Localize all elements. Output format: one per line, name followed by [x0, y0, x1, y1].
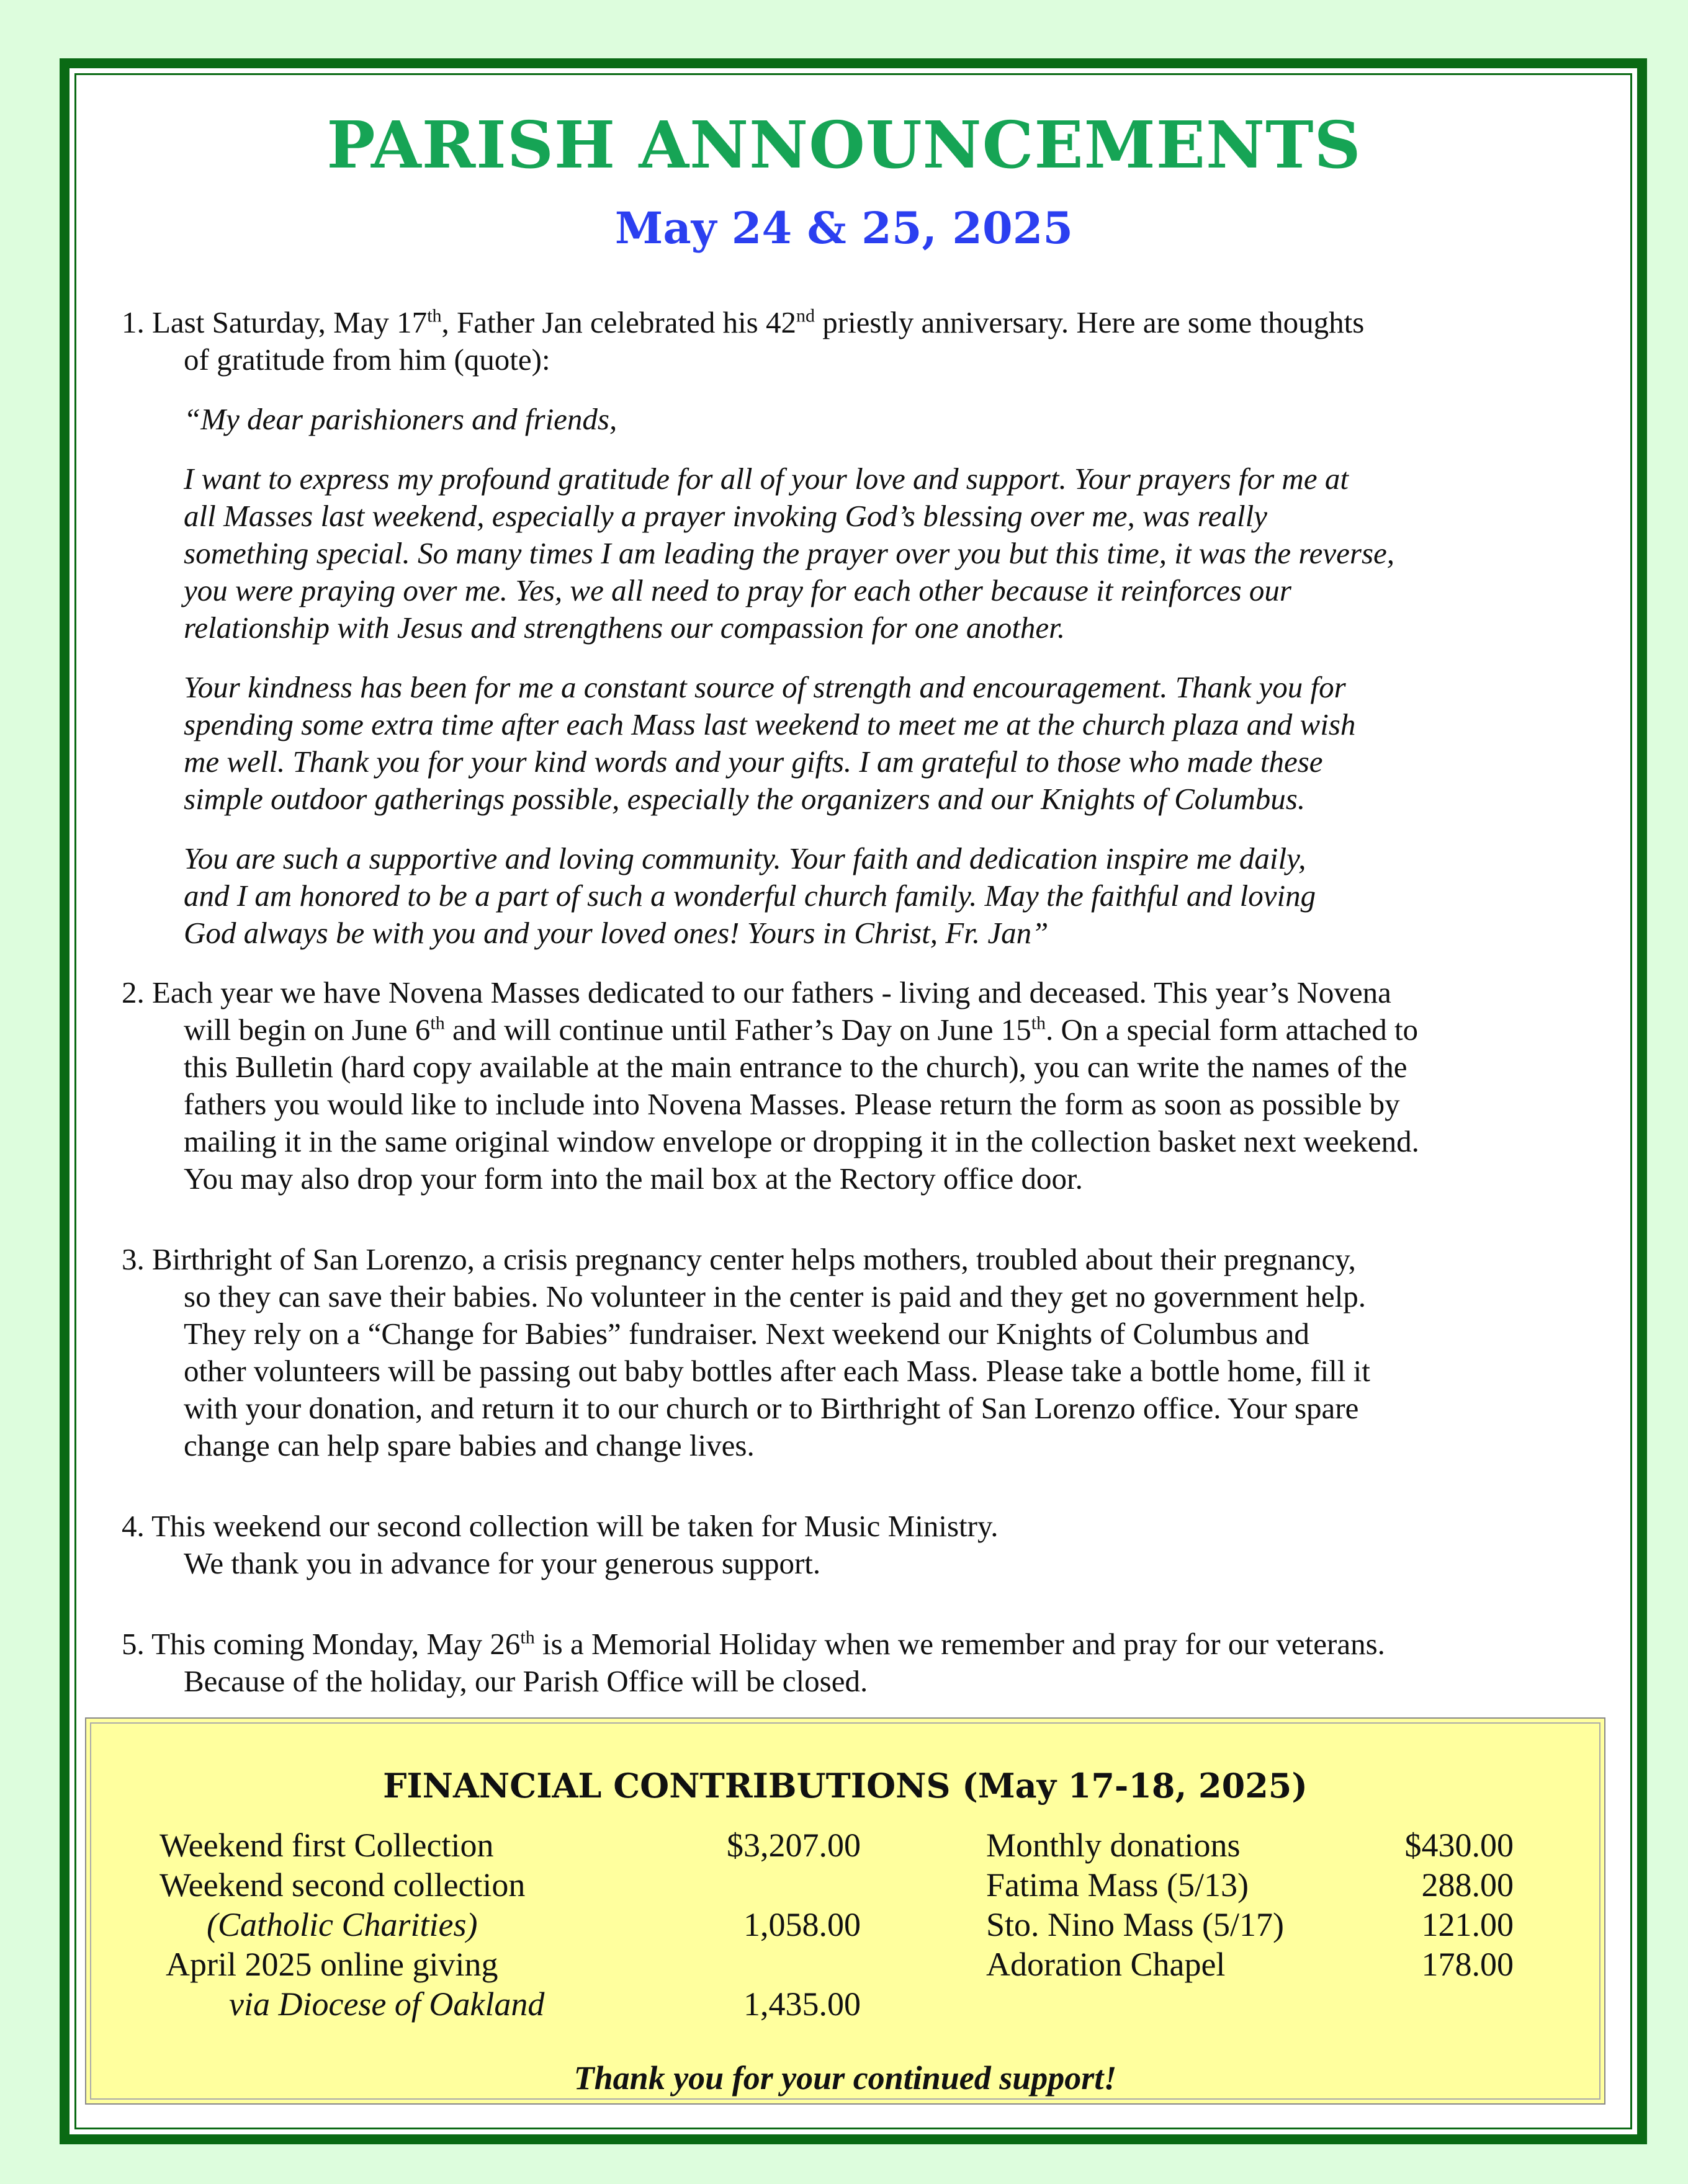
announcement-2-lead: 2. Each year we have Novena Masses dedicated to our fathers - living and deceased. This year’s Novena: [122, 975, 1391, 1009]
announcement-4-lead: 4. This weekend our second collection will be taken for Music Ministry.: [122, 1509, 999, 1543]
announcement-3-line: other volunteers will be passing out baby bottles after each Mass. Please take a bottle home, fill it: [184, 1354, 1370, 1388]
text-span: . On a special form attached to: [1046, 1013, 1419, 1047]
financial-row: [159, 1865, 861, 1905]
quote-line: me well. Thank you for your kind words and your gifts. I am grateful to those who made these: [184, 745, 1323, 779]
superscript: th: [1031, 1013, 1046, 1034]
announcement-2-line: this Bulletin (hard copy available at the main entrance to the church), you can write the names of the: [184, 1050, 1407, 1084]
financial-row: [159, 1945, 861, 1984]
text-span: priestly anniversary. Here are some thoughts: [815, 305, 1365, 339]
financial-amount: 1,058.00: [743, 1906, 861, 1943]
financial-amount: $430.00: [1404, 1827, 1514, 1864]
announcement-3-line: so they can save their babies. No volunteer in the center is paid and they get no government help.: [184, 1279, 1366, 1314]
financial-label: Weekend first Collection: [159, 1827, 494, 1864]
announcement-3-line: change can help spare babies and change lives.: [184, 1428, 755, 1462]
announcement-2-line-2: [122, 1011, 1561, 1049]
announcement-3-line: with your donation, and return it to our church or to Birthright of San Lorenzo office. Your spare: [184, 1391, 1359, 1425]
page-title: PARISH ANNOUNCEMENTS: [326, 107, 1362, 183]
financial-row: [986, 1825, 1514, 1865]
text-span: and will continue until Father’s Day on June 15: [444, 1013, 1031, 1047]
financial-label: Fatima Mass (5/13): [986, 1866, 1249, 1904]
financial-label: Monthly donations: [986, 1827, 1241, 1864]
quote-greeting: “My dear parishioners and friends,: [184, 402, 617, 436]
announcement-1: [122, 304, 1561, 378]
announcement-2: [122, 974, 1561, 1197]
financial-label: (Catholic Charities): [207, 1906, 478, 1943]
quote-line: Your kindness has been for me a constant source of strength and encouragement. Thank you for: [184, 670, 1346, 704]
text-span: 5. This coming Monday, May 26: [122, 1627, 521, 1661]
announcement-3: [122, 1241, 1561, 1464]
quote-line: relationship with Jesus and strengthens our compassion for one another.: [184, 611, 1066, 645]
announcement-2-line: fathers you would like to include into Novena Masses. Please return the form as soon as possible by: [184, 1087, 1400, 1121]
superscript: th: [520, 1627, 535, 1648]
announcement-1-lead: [122, 304, 1561, 341]
financial-label: Weekend second collection: [159, 1866, 526, 1904]
quote-line: simple outdoor gatherings possible, especially the organizers and our Knights of Columbus.: [184, 782, 1306, 816]
quote-line: and I am honored to be a part of such a wonderful church family. May the faithful and loving: [184, 879, 1316, 913]
financial-row: [159, 1984, 861, 2024]
superscript: th: [430, 1013, 445, 1034]
financial-amount: 288.00: [1421, 1866, 1514, 1904]
financial-row: [986, 1905, 1514, 1945]
quote-paragraph-3: [184, 840, 1561, 952]
page-date: May 24 & 25, 2025: [614, 202, 1074, 254]
quote-line: spending some extra time after each Mass last weekend to meet me at the church plaza and wish: [184, 707, 1356, 741]
superscript: th: [427, 305, 442, 326]
announcement-2-line: You may also drop your form into the mail box at the Rectory office door.: [184, 1161, 1083, 1196]
financial-right-column: [986, 1825, 1514, 1984]
financial-label: April 2025 online giving: [166, 1946, 498, 1983]
financial-label: Adoration Chapel: [986, 1946, 1226, 1983]
announcement-3-lead: 3. Birthright of San Lorenzo, a crisis pregnancy center helps mothers, troubled about their pregnancy,: [122, 1242, 1356, 1276]
quote-line: You are such a supportive and loving community. Your faith and dedication inspire me daily,: [184, 841, 1306, 875]
announcement-2-line: mailing it in the same original window envelope or dropping it in the collection basket next weekend.: [184, 1124, 1419, 1158]
financial-label: via Diocese of Oakland: [229, 1985, 545, 2023]
announcement-4-line: We thank you in advance for your generous support.: [184, 1546, 821, 1580]
announcement-5: [122, 1626, 1561, 1700]
announcement-5-lead: [122, 1626, 1561, 1663]
financial-amount: 1,435.00: [743, 1985, 861, 2023]
quote-line: something special. So many times I am leading the prayer over you but this time, it was the reverse,: [184, 536, 1395, 570]
text-span: is a Memorial Holiday when we remember and pray for our veterans.: [534, 1627, 1385, 1661]
quote-line: you were praying over me. Yes, we all need to pray for each other because it reinforces our: [184, 573, 1291, 607]
financial-title: FINANCIAL CONTRIBUTIONS (May 17-18, 2025): [383, 1766, 1308, 1806]
announcements-body: [122, 304, 1561, 1700]
superscript: nd: [796, 305, 815, 326]
announcement-3-line: They rely on a “Change for Babies” fundraiser. Next weekend our Knights of Columbus and: [184, 1317, 1309, 1351]
quote-line: all Masses last weekend, especially a prayer invoking God’s blessing over me, was really: [184, 499, 1267, 533]
text-span: 1. Last Saturday, May 17: [122, 305, 428, 339]
quote-paragraph-1: [184, 460, 1561, 647]
financial-row: [986, 1865, 1514, 1905]
pastor-quote: [122, 401, 1561, 952]
announcement-1-continuation: of gratitude from him (quote):: [184, 342, 550, 377]
quote-line: I want to express my profound gratitude for all of your love and support. Your prayers for me at: [184, 462, 1349, 496]
financial-amount: 178.00: [1421, 1946, 1514, 1983]
quote-paragraph-2: [184, 669, 1561, 818]
financial-amount: 121.00: [1421, 1906, 1514, 1943]
financial-row: [159, 1825, 861, 1865]
financial-row: [986, 1945, 1514, 1984]
financial-label: Sto. Nino Mass (5/17): [986, 1906, 1285, 1943]
financial-amount: $3,207.00: [727, 1827, 861, 1864]
quote-line: God always be with you and your loved ones! Yours in Christ, Fr. Jan”: [184, 916, 1049, 950]
announcement-5-line: Because of the holiday, our Parish Office will be closed.: [184, 1664, 868, 1698]
text-span: , Father Jan celebrated his 42: [441, 305, 796, 339]
financial-contributions-box: [85, 1717, 1605, 2105]
financial-row: [159, 1905, 861, 1945]
announcement-4: [122, 1508, 1561, 1582]
text-span: will begin on June 6: [184, 1013, 431, 1047]
financial-left-column: [159, 1825, 861, 2024]
financial-thanks: Thank you for your continued support!: [573, 2059, 1117, 2097]
